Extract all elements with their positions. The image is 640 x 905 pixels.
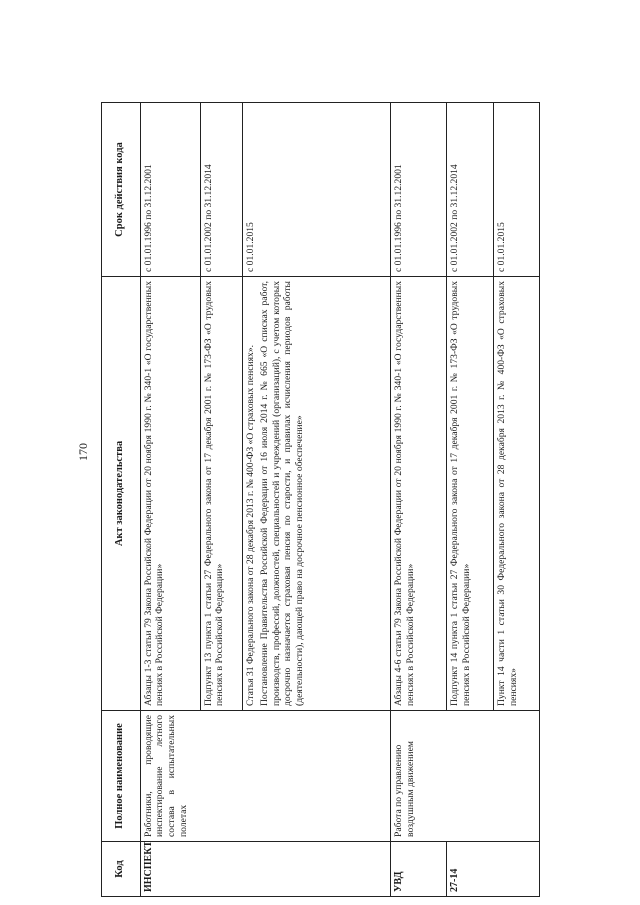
code-cell-uvd: УВД: [391, 842, 447, 897]
act-cell: Пункт 14 части 1 статьи 30 Федерального закона от 28 декабря 2013 г. № 400-ФЗ «О страховых пенсиях»: [493, 277, 539, 711]
validity-cell: с 01.01.1996 по 31.12.2001: [140, 103, 200, 277]
code-cell-inspekt: ИНСПЕКТ: [140, 842, 391, 897]
act-cell: Подпункт 13 пункта 1 статьи 27 Федерального закона от 17 декабря 2001 г. № 173-ФЗ «О трудовых пенсиях в Российской Федерации»: [200, 277, 243, 711]
act-paragraph: Постановление Правительства Российской Федерации от 16 июля 2014 г. № 665 «О списках работ, производств, профессий, должностей, специальностей и учреждений (организаций), с учетом которых досрочно назначается страховая пенсия по старости, и правилах исчисления периодов работы (деятельности), дающей право на досрочное пенсионное обеспечение»: [259, 281, 306, 706]
pension-codes-table: [101, 102, 540, 897]
act-cell: Абзацы 4-6 статьи 79 Закона Российской Федерации от 20 ноября 1990 г. № 340-1 «О государственных пенсиях в Российской Федерации»: [391, 277, 447, 711]
header-code: Код: [102, 842, 141, 897]
header-act: Акт законодательства: [102, 277, 141, 711]
act-cell: [243, 277, 391, 711]
table-row: [140, 103, 200, 897]
full-name-cell-inspekt: [140, 711, 391, 842]
table-header-row: [102, 103, 141, 897]
act-cell: Подпункт 14 пункта 1 статьи 27 Федерального закона от 17 декабря 2001 г. № 173-ФЗ «О трудовых пенсиях в Российской Федерации»: [446, 277, 493, 711]
validity-cell: с 01.01.2002 по 31.12.2014: [200, 103, 243, 277]
act-cell: Абзацы 1-3 статьи 79 Закона Российской Федерации от 20 ноября 1990 г. № 340-1 «О государственных пенсиях в Российской Федерации»: [140, 277, 200, 711]
validity-cell: с 01.01.1996 по 31.12.2001: [391, 103, 447, 277]
act-paragraph: Статья 31 Федерального закона от 28 декабря 2013 г. № 400-ФЗ «О страховых пенсиях».: [245, 344, 257, 706]
full-name-text: Работники, проводящие инспектирование летного состава в испытательных полетах: [142, 715, 189, 837]
header-validity: Срок действия кода: [102, 103, 141, 277]
code-cell-27-14: 27-14: [446, 842, 539, 897]
full-name-cell-uvd: Работа по управлению воздушным движением: [391, 711, 540, 842]
rotated-table-container: [101, 103, 540, 897]
validity-cell: с 01.01.2002 по 31.12.2014: [446, 103, 493, 277]
validity-cell: с 01.01.2015: [243, 103, 391, 277]
page-number: 170: [76, 443, 90, 461]
table-row: [391, 103, 447, 897]
header-full-name: Полное наименование: [102, 711, 141, 842]
validity-cell: с 01.01.2015: [493, 103, 539, 277]
